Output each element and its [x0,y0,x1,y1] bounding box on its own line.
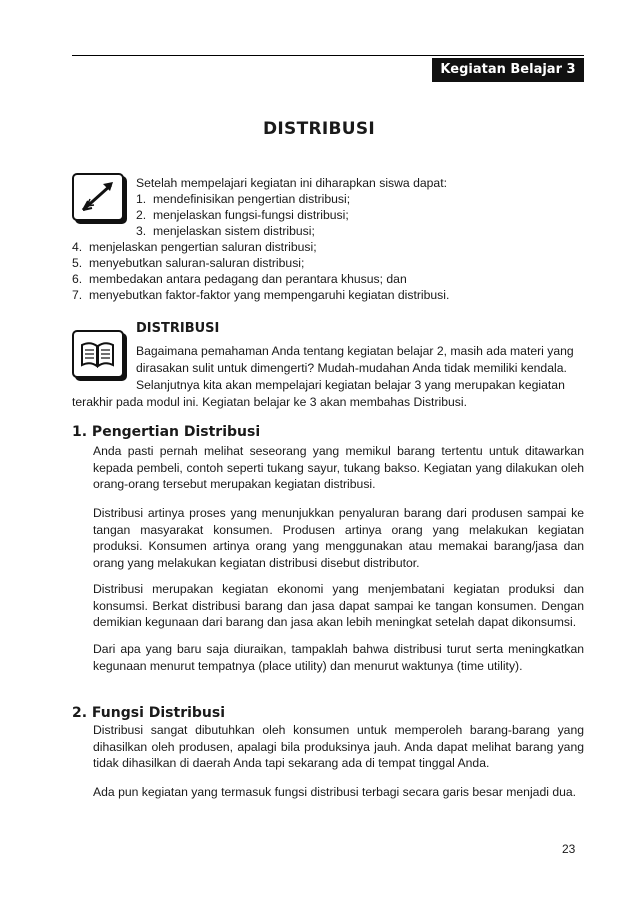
objective-text: menjelaskan fungsi-fungsi distribusi; [152,208,349,222]
page-title: DISTRIBUSI [262,119,376,139]
intro-heading: DISTRIBUSI [136,321,220,336]
paragraph: Anda pasti pernah melihat seseorang yang memikul barang tertentu untuk ditawarkan kepada pembeli, contoh seperti tukang sayur, tukang bakso. Kegiatan yang dilakukan oleh orang-orang tersebut merupakan kegiatan distribusi. [93,444,584,491]
page-number: 23 [562,842,576,856]
objective-item [72,239,317,255]
objective-num: 6. [72,272,83,286]
paragraph: Distribusi artinya proses yang menunjukkan penyaluran barang dari produsen sampai ke tangan masyarakat konsumen. Produsen artinya orang yang melakukan kegiatan produksi. Konsumen artinya orang yang menggunakan atau memakai barang/jasa dan orang yang melakukan kegiatan distribusi disebut distributor. [93,506,584,570]
objective-text: menjelaskan sistem distribusi; [152,224,315,238]
chapter-badge: Kegiatan Belajar 3 [432,58,584,82]
objective-item [136,207,349,223]
header-rule [72,55,584,56]
arrow-icon [72,173,124,221]
objective-text: membedakan antara pedagang dan perantara khusus; dan [88,272,407,286]
objective-num: 1. [136,192,147,206]
objective-num: 2. [136,208,147,222]
objective-num: 7. [72,288,83,302]
section-heading: 2. Fungsi Distribusi [72,705,226,721]
book-icon [72,330,124,378]
section-heading: 1. Pengertian Distribusi [72,424,261,440]
objective-text: menyebutkan faktor-faktor yang mempengaruhi kegiatan distribusi. [88,288,450,302]
objective-num: 3. [136,224,147,238]
objective-item [136,191,350,207]
objective-item [72,287,449,303]
objective-item [72,271,407,287]
paragraph: Dari apa yang baru saja diuraikan, tampaklah bahwa distribusi turut serta meningkatkan kegunaan menurut tempatnya (place utility) dan menurut waktunya (time utility). [93,642,584,673]
objective-text: menyebutkan saluran-saluran distribusi; [88,256,305,270]
paragraph: Ada pun kegiatan yang termasuk fungsi distribusi terbagi secara garis besar menjadi dua. [93,785,577,799]
intro-line: Selanjutnya kita akan mempelajari kegiatan belajar 3 yang merupakan kegiatan [136,378,565,392]
objective-num: 5. [72,256,83,270]
objective-text: menjelaskan pengertian saluran distribusi; [88,240,317,254]
objective-item [72,255,304,271]
objective-item [136,223,315,239]
objective-text: mendefinisikan pengertian distribusi; [152,192,351,206]
objective-num: 4. [72,240,83,254]
intro-line: Bagaimana pemahaman Anda tentang kegiatan belajar 2, masih ada materi yang [136,344,574,358]
objectives-intro: Setelah mempelajari kegiatan ini diharapkan siswa dapat: [136,176,447,190]
paragraph: Distribusi sangat dibutuhkan oleh konsumen untuk memperoleh barang-barang yang dihasilkan oleh produsen, apalagi bila produksinya jauh. Anda dapat melihat barang yang tidak dihasilkan di daerah Anda tapi sekarang ada di tempat tinggal Anda. [93,723,584,770]
paragraph: Distribusi merupakan kegiatan ekonomi yang menjembatani kegiatan produksi dan konsumsi. Berkat distribusi barang dan jasa dapat sampai ke tangan konsumen. Dengan demikian kegunaan dari barang dan jasa akan lebih meningkat setelah dapat dikonsumsi. [93,582,584,629]
intro-line: terakhir pada modul ini. Kegiatan belajar ke 3 akan membahas Distribusi. [72,395,467,409]
intro-line: dirasakan sulit untuk dimengerti? Mudah-mudahan Anda tidak memiliki kendala. [136,361,567,375]
